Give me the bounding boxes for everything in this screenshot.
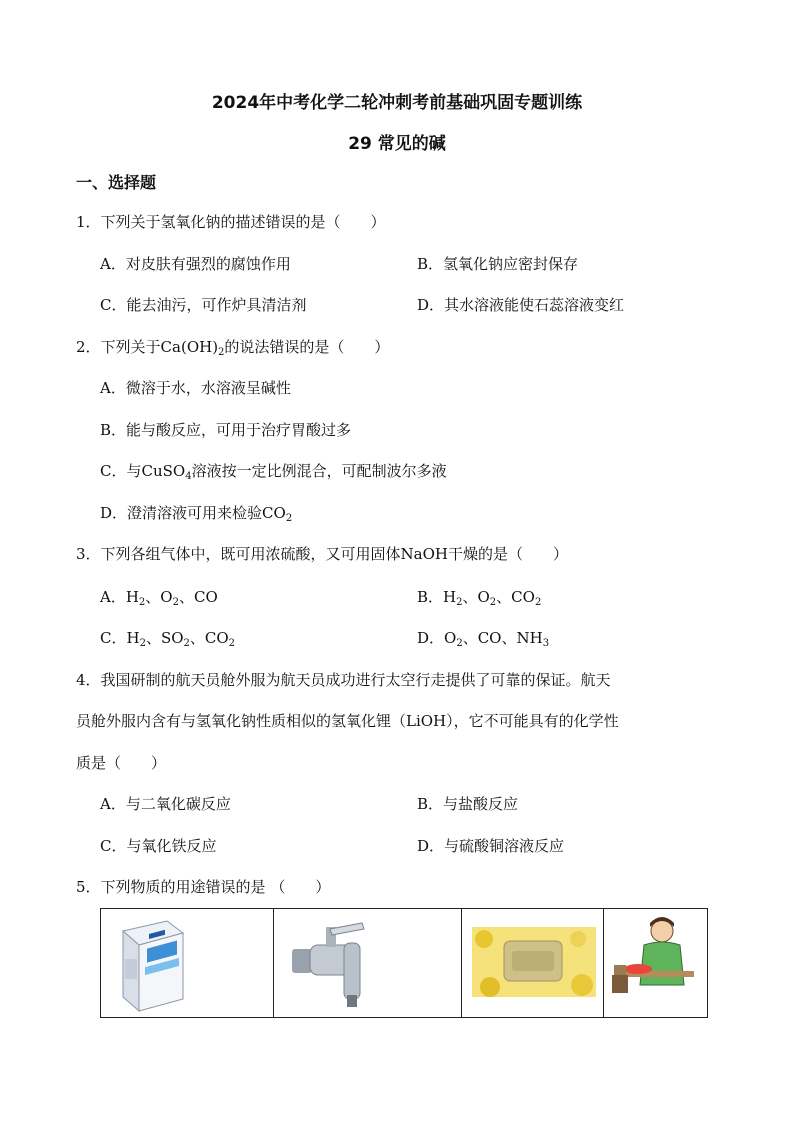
q4-option-d: D．与硫酸铜溶液反应 — [417, 837, 565, 855]
q5-image-table — [100, 908, 708, 1018]
q1-option-c: C．能去油污，可作炉具清洁剂 — [100, 296, 307, 314]
q1-option-a: A．对皮肤有强烈的腐蚀作用 — [100, 255, 291, 273]
soap-bar-icon — [462, 909, 603, 1013]
q2-option-d: D．澄清溶液可用来检验$CO_2$ — [100, 504, 293, 524]
water-faucet-icon — [274, 909, 461, 1013]
question-4-line-2: 员舱外服内含有与氢氧化钠性质相似的氢氧化锂（LiOH），它不可能具有的化学性 — [76, 712, 619, 730]
medicine-box-icon — [101, 909, 273, 1013]
question-4-line-3: 质是（ ） — [76, 754, 167, 772]
q5-cell-medicine — [101, 909, 274, 1018]
question-4-line-1: 4．我国研制的航天员舱外服为航天员成功进行太空行走提供了可靠的保证。航天 — [76, 671, 611, 689]
question-3-stem: 3．下列各组气体中，既可用浓硫酸，又可用固体NaOH干燥的是（ ） — [76, 545, 568, 563]
q4-option-a: A．与二氧化碳反应 — [100, 795, 231, 813]
q3-option-d: D．$O_2$、CO、$NH_3$ — [417, 629, 550, 649]
q2-option-b: B．能与酸反应，可用于治疗胃酸过多 — [100, 421, 352, 439]
page-subtitle: 29 常见的碱 — [348, 134, 446, 154]
q5-cell-soap — [462, 909, 604, 1018]
q3-option-b: B．$H_2$、$O_2$、$CO_2$ — [417, 588, 542, 608]
q5-cell-faucet — [274, 909, 462, 1018]
question-2-stem: 2．下列关于$Ca(OH)_2$的说法错误的是（ ） — [76, 338, 390, 358]
section-heading: 一、选择题 — [76, 173, 157, 192]
q2-option-a: A．微溶于水，水溶液呈碱性 — [100, 379, 291, 397]
q1-option-d: D．其水溶液能使石蕊溶液变红 — [417, 296, 625, 314]
page-title: 2024年中考化学二轮冲刺考前基础巩固专题训练 — [211, 93, 583, 113]
q5-cell-cooking — [604, 909, 708, 1018]
q3-option-c: C．$H_2$、$SO_2$、$CO_2$ — [100, 629, 236, 649]
q4-option-b: B．与盐酸反应 — [417, 795, 519, 813]
question-1-stem: 1．下列关于氢氧化钠的描述错误的是（ ） — [76, 213, 386, 231]
q4-option-c: C．与氧化铁反应 — [100, 837, 217, 855]
q2-option-c: C．与CuSO$_4$溶液按一定比例混合，可配制波尔多液 — [100, 462, 447, 482]
question-5-stem: 5．下列物质的用途错误的是 （ ） — [76, 878, 331, 896]
q1-option-b: B．氢氧化钠应密封保存 — [417, 255, 579, 273]
q3-option-a: A．$H_2$、$O_2$、CO — [100, 588, 218, 608]
person-cooking-icon — [604, 909, 707, 1013]
